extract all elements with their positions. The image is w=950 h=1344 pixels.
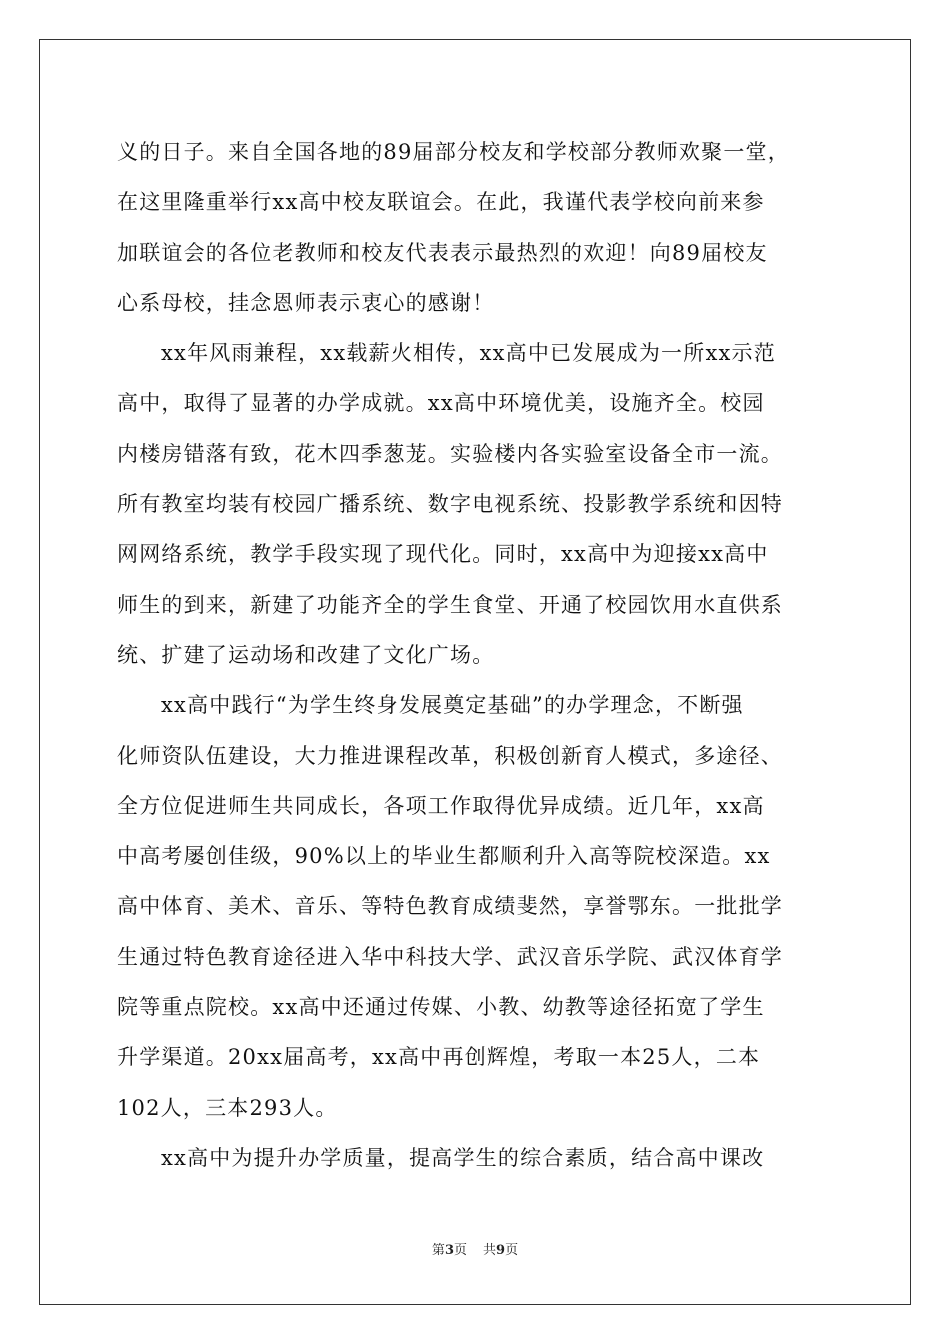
text-line: 102人，三本293人。 xyxy=(117,1095,338,1120)
text-line: 义的日子。来自全国各地的89届部分校友和学校部分教师欢聚一堂， xyxy=(117,140,790,164)
page-footer xyxy=(0,1242,950,1260)
text-line: 全方位促进师生共同成长，各项工作取得优异成绩。近几年，xx高 xyxy=(117,793,765,818)
text-line: 升学渠道。20xx届高考，xx高中再创辉煌，考取一本25人，二本 xyxy=(117,1045,761,1070)
text-line: 心系母校，挂念恩师表示衷心的感谢！ xyxy=(117,290,495,315)
text-line: 统、扩建了运动场和改建了文化广场。 xyxy=(117,642,495,667)
total-page-count: 9 xyxy=(496,1243,506,1258)
page-suffix: 页 xyxy=(453,1243,467,1258)
text-line: 高中体育、美术、音乐、等特色教育成绩斐然，享誉鄂东。一批批学 xyxy=(117,894,783,919)
paragraph-start-line: xx高中为提升办学质量，提高学生的综合素质，结合高中课改 xyxy=(161,1145,765,1170)
text-line: 内楼房错落有致，花木四季葱茏。实验楼内各实验室设备全市一流。 xyxy=(117,441,783,466)
text-line: 在这里隆重举行xx高中校友联谊会。在此，我谨代表学校向前来参 xyxy=(117,190,765,215)
text-line: 生通过特色教育途径进入华中科技大学、武汉音乐学院、武汉体育学 xyxy=(117,944,783,969)
text-line: 师生的到来，新建了功能齐全的学生食堂、开通了校园饮用水直供系 xyxy=(117,592,783,617)
total-suffix: 页 xyxy=(505,1243,519,1258)
text-line: 院等重点院校。xx高中还通过传媒、小教、幼教等途径拓宽了学生 xyxy=(117,995,765,1020)
text-line: 化师资队伍建设，大力推进课程改革，积极创新育人模式，多途径、 xyxy=(117,743,783,768)
current-page-number: 3 xyxy=(444,1243,454,1258)
text-line: 高中，取得了显著的办学成就。xx高中环境优美，设施齐全。校园 xyxy=(117,391,765,416)
text-line: 中高考屡创佳级，90%以上的毕业生都顺利升入高等院校深造。xx xyxy=(117,844,771,869)
text-line: 所有教室均装有校园广播系统、数字电视系统、投影教学系统和因特 xyxy=(117,492,783,517)
page-prefix: 第 xyxy=(431,1243,445,1258)
paragraph-start-line: xx高中践行“为学生终身发展奠定基础”的办学理念，不断强 xyxy=(161,693,744,718)
text-line: 网网络系统，教学手段实现了现代化。同时，xx高中为迎接xx高中 xyxy=(117,542,769,567)
document-body xyxy=(117,127,843,1183)
total-prefix: 共 xyxy=(483,1243,497,1258)
paragraph-start-line: xx年风雨兼程，xx载薪火相传，xx高中已发展成为一所xx示范 xyxy=(161,341,776,366)
text-line: 加联谊会的各位老教师和校友代表表示最热烈的欢迎！向89届校友 xyxy=(117,240,768,265)
